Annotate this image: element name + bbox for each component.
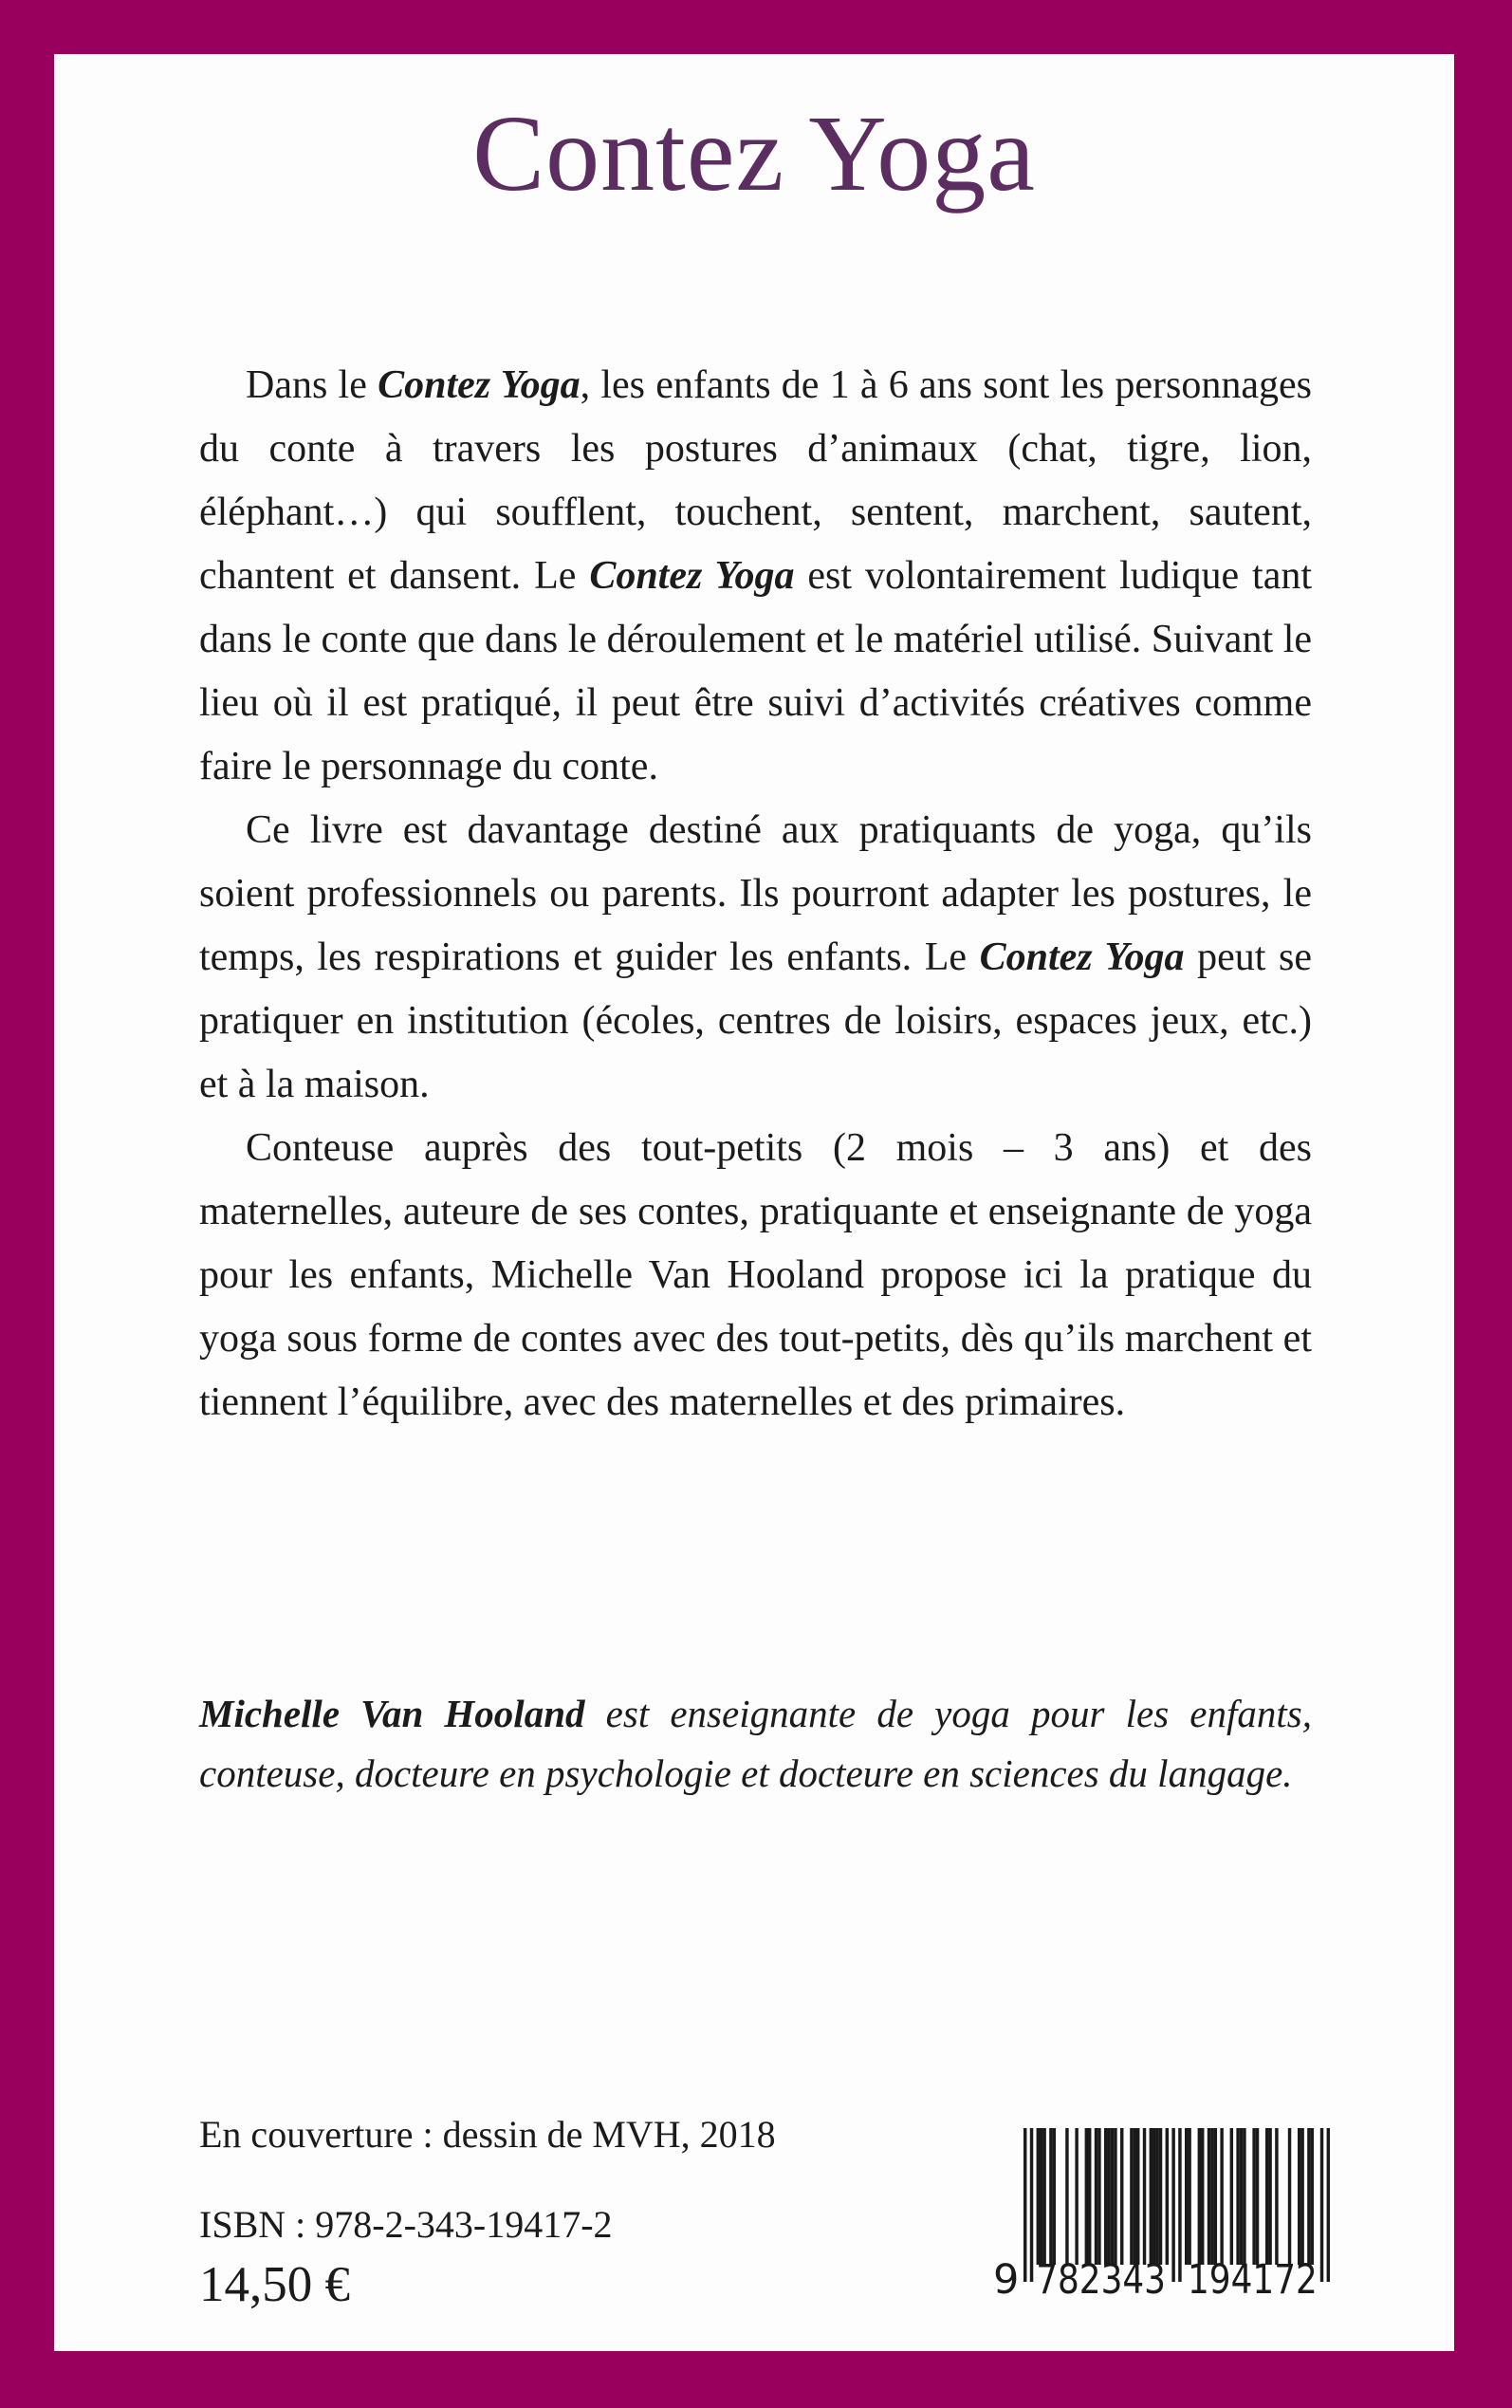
author-bio	[199, 1684, 1312, 1804]
cover-credit: En couverture : dessin de MVH, 2018	[199, 2113, 776, 2156]
text-segment: Michelle Van Hooland	[199, 1692, 585, 1735]
book-title: Contez Yoga	[472, 93, 1036, 213]
barcode-digits-left: 782343	[1036, 2256, 1166, 2297]
text-segment: Dans le	[246, 363, 378, 407]
text-segment: est enseignante de yoga pour les enfants, conteuse, docteure en psychologie et docteure en sciences du langage.	[199, 1692, 1312, 1795]
barcode-digits-right: 194172	[1188, 2256, 1318, 2297]
text-segment: est volontairement ludique tant dans le conte que dans le déroulement et le matériel utilisé. Suivant le lieu où il est pratiqué, il peut être suivi d’activités créatives comme faire le personnage du conte.	[199, 554, 1313, 788]
barcode-digit-lead: 9	[993, 2256, 1020, 2297]
paragraph	[199, 799, 1312, 1117]
text-segment: peut se pratiquer en institution (écoles, centres de loisirs, espaces jeux, etc.) et à la maison.	[199, 935, 1312, 1106]
text-segment: Conteuse auprès des tout-petits (2 mois – 3 ans) et des maternelles, auteure de ses contes, pratiquante et enseignante de yoga pour les enfants, Michelle Van Hooland propose ici la pratique du yoga sous forme de contes avec des tout-petits, dès qu’ils marchent et tiennent l’équilibre, avec des maternelles et des primaires.	[199, 1126, 1312, 1424]
text-segment: , les enfants de 1 à 6 ans sont les personnages du conte à travers les postures d’animaux (chat, tigre, lion, éléphant…) qui soufflent, touchent, sentent, marchent, sautent, chantent et dansent. Le	[199, 363, 1312, 598]
ean13-barcode	[993, 2128, 1337, 2297]
paragraph	[199, 1117, 1312, 1435]
synopsis	[199, 354, 1312, 1435]
paragraph	[199, 354, 1312, 799]
price: 14,50 €	[199, 2257, 350, 2312]
text-segment: Contez Yoga	[979, 935, 1185, 979]
text-segment: Contez Yoga	[589, 554, 795, 598]
back-cover	[54, 54, 1454, 2351]
isbn: ISBN : 978-2-343-19417-2	[199, 2203, 613, 2246]
text-segment: Ce livre est davantage destiné aux pratiquants de yoga, qu’ils soient professionnels ou parents. Ils pourront adapter les postures, le temps, les respirations et guider les enfants. Le	[199, 808, 1312, 979]
text-segment: Contez Yoga	[378, 363, 581, 407]
